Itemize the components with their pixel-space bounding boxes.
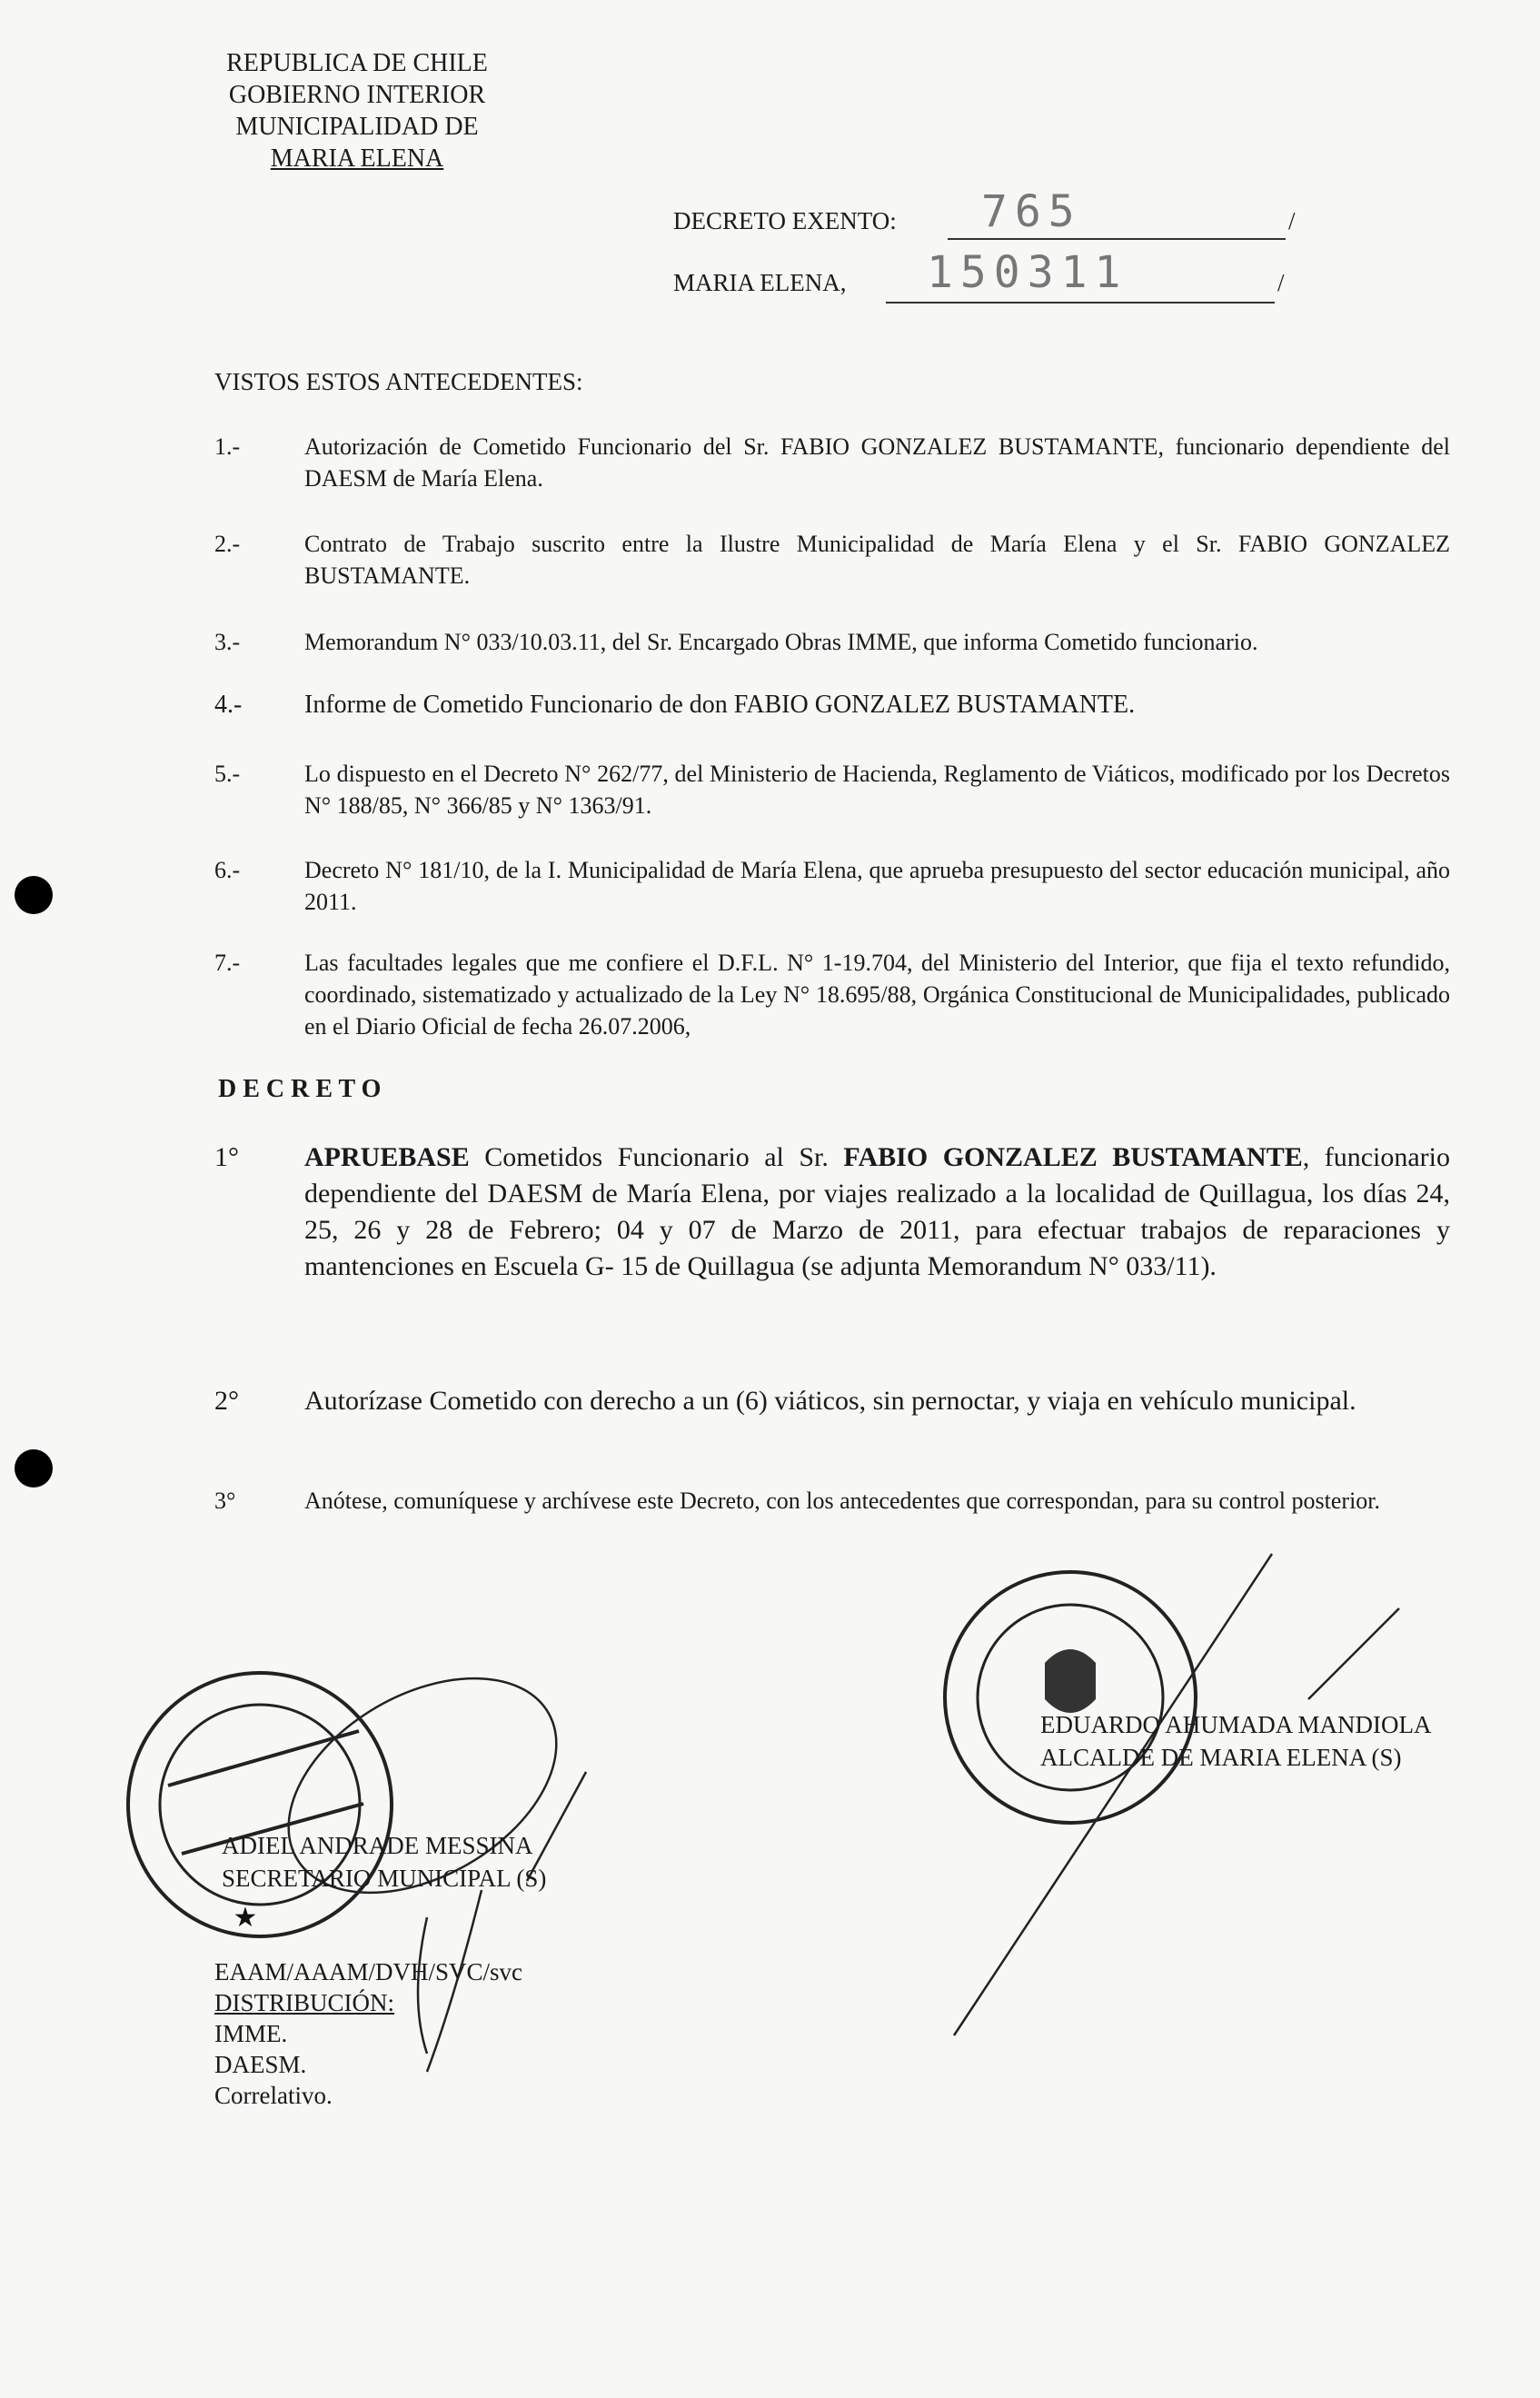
letterhead-line: GOBIERNO INTERIOR	[228, 81, 486, 109]
item-text: Informe de Cometido Funcionario de don FABIO GONZALEZ BUSTAMANTE.	[304, 691, 1136, 719]
item-number: 5.-	[214, 761, 241, 787]
vistos-title: VISTOS ESTOS ANTECEDENTES:	[214, 368, 583, 395]
decreto-title: D E C R E T O	[218, 1075, 382, 1103]
alcaldia-stamp	[945, 1572, 1196, 1823]
item-text: Autorización de Cometido Funcionario del Sr. FABIO GONZALEZ BUSTAMANTE, funcionario dependiente del DAESM de María Elena.	[304, 433, 1450, 492]
item-number: 1.-	[214, 433, 241, 460]
fecha-label: MARIA ELENA,	[673, 269, 847, 296]
item-text: Autorízase Cometido con derecho a un (6) viáticos, sin pernoctar, y viaja en vehículo municipal.	[304, 1386, 1356, 1416]
secretario-title: SECRETARIO MUNICIPAL (S)	[222, 1865, 547, 1892]
slash: /	[1288, 207, 1296, 234]
item-text: Lo dispuesto en el Decreto N° 262/77, del Ministerio de Hacienda, Reglamento de Viáticos, modificado por los Decretos N° 188/85, N° 366/85 y N° 1363/91.	[304, 761, 1450, 819]
item-text: Anótese, comuníquese y archívese este Decreto, con los antecedentes que correspondan, para su control posterior.	[304, 1488, 1381, 1514]
funcionario-name: FABIO GONZALEZ BUSTAMANTE	[843, 1142, 1303, 1172]
aprueba-keyword: APRUEBASE	[304, 1142, 470, 1172]
letterhead-line: MUNICIPALIDAD DE	[235, 113, 479, 141]
alcalde-name: EDUARDO AHUMADA MANDIOLA	[1040, 1711, 1432, 1738]
coat-of-arms-icon	[1045, 1649, 1096, 1713]
fecha-value: 150311	[927, 247, 1128, 298]
alcalde-signature-block	[1040, 1708, 1432, 1774]
item-text: Decreto N° 181/10, de la I. Municipalidad de María Elena, que aprueba presupuesto del sector educación municipal, año 2011.	[304, 857, 1450, 915]
item-text: Contrato de Trabajo suscrito entre la Ilustre Municipalidad de María Elena y el Sr. FABIO GONZALEZ BUSTAMANTE.	[304, 531, 1450, 589]
distribution-block	[214, 1956, 522, 2111]
slash: /	[1277, 269, 1285, 296]
item-text: Memorandum N° 033/10.03.11, del Sr. Encargado Obras IMME, que informa Cometido funcionario.	[304, 629, 1258, 655]
secretaria-stamp	[128, 1673, 392, 1936]
star-icon: ★	[233, 1903, 258, 1933]
item-number: 6.-	[214, 857, 241, 883]
item-number: 3.-	[214, 629, 241, 655]
item-number: 4.-	[214, 691, 243, 719]
item-text: Las facultades legales que me confiere el D.F.L. N° 1-19.704, del Ministerio del Interior, que fija el texto refundido, coordinado, sistematizado y actualizado de la Ley N° 18.695/88, Orgánica Constitucional de Municipalidades, publicado en el Diario Oficial de fecha 26.07.2006,	[304, 950, 1450, 1040]
item-number: 7.-	[214, 950, 241, 976]
item-number: 2°	[214, 1386, 239, 1416]
alcalde-title: ALCALDE DE MARIA ELENA (S)	[1040, 1744, 1402, 1771]
distribution-title: DISTRIBUCIÓN:	[214, 1989, 395, 2016]
secretario-name: ADIEL ANDRADE MESSINA	[222, 1832, 533, 1859]
secretario-signature-block	[222, 1829, 546, 1895]
distribution-item: DAESM.	[214, 2051, 307, 2078]
decreto-exento-label: DECRETO EXENTO:	[673, 207, 897, 234]
distribution-item: Correlativo.	[214, 2082, 333, 2109]
letterhead-line: REPUBLICA DE CHILE	[226, 49, 488, 77]
letterhead-line: MARIA ELENA	[270, 144, 444, 173]
item-number: 3°	[214, 1488, 236, 1514]
decreto-number: 765	[981, 186, 1082, 237]
item-number: 1°	[214, 1142, 239, 1172]
distribution-item: IMME.	[214, 2020, 288, 2047]
initials: EAAM/AAAM/DVH/SVC/svc	[214, 1958, 523, 1985]
text-part: Cometidos Funcionario al Sr.	[469, 1142, 844, 1172]
text-part: , funcionario dependiente del DAESM de María Elena, por viajes realizado a la localidad de Quillagua, los días 24, 25, 26 y 28 de Febrero; 04 y 07 de Marzo de 2011, para efectuar trabajos de reparaciones y mantenciones en Escuela G- 15 de Quillagua (se adjunta Memorandum N° 033/11).	[304, 1142, 1451, 1281]
item-number: 2.-	[214, 531, 241, 557]
